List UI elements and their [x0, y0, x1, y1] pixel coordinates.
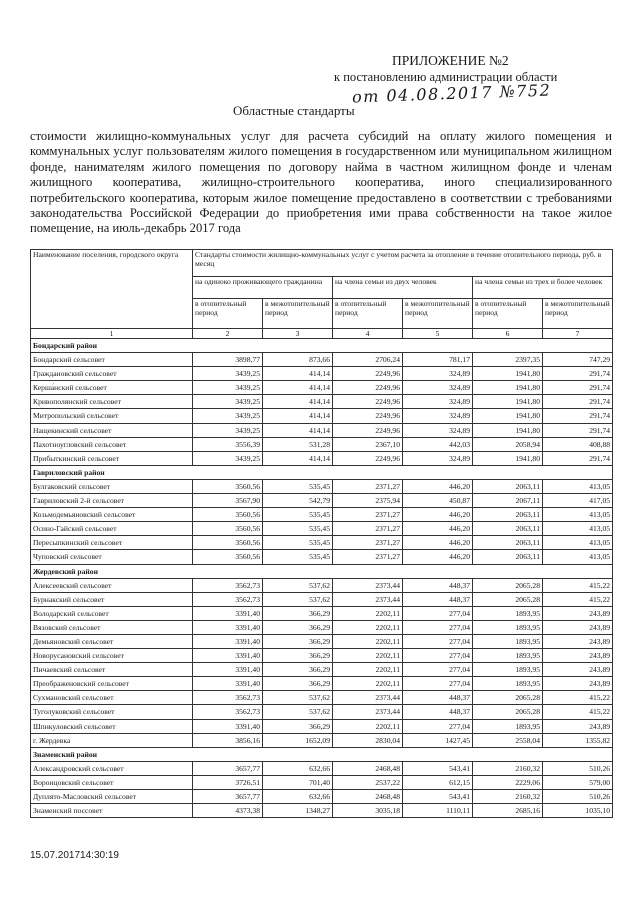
table-cell-value: 277,04	[403, 677, 473, 691]
table-cell-value: 2065,28	[473, 691, 543, 705]
table-cell-value: 3439,25	[193, 423, 263, 437]
table-row	[31, 649, 613, 663]
table-row	[31, 423, 613, 437]
table-cell-value: 3567,90	[193, 494, 263, 508]
table-cell-value: 3439,25	[193, 381, 263, 395]
table-cell-value: 3439,25	[193, 367, 263, 381]
table-row	[31, 353, 613, 367]
table-cell-value: 1941,80	[473, 395, 543, 409]
table-cell-value: 543,41	[403, 790, 473, 804]
table-cell-value: 537,62	[263, 705, 333, 719]
table-cell-value: 2468,48	[333, 761, 403, 775]
settlement-name: Митропольский сельсовет	[31, 409, 193, 423]
table-row	[31, 804, 613, 818]
table-cell-value: 2058,94	[473, 437, 543, 451]
table-cell-value: 542,79	[263, 494, 333, 508]
column-header-settlement: Наименование поселения, городского округа	[31, 250, 193, 329]
column-header-standards: Стандарты стоимости жилищно-коммунальных услуг с учетом расчета за отопление в течение отопительного периода, руб. в месяц	[193, 250, 613, 277]
column-number: 7	[543, 329, 613, 339]
table-cell-value: 414,14	[263, 367, 333, 381]
table-cell-value: 448,37	[403, 691, 473, 705]
table-cell-value: 366,29	[263, 620, 333, 634]
table-cell-value: 2558,04	[473, 733, 543, 747]
table-row	[31, 437, 613, 451]
table-cell-value: 1427,45	[403, 733, 473, 747]
table-cell-value: 537,62	[263, 592, 333, 606]
table-cell-value: 2063,11	[473, 550, 543, 564]
table-cell-value: 291,74	[543, 423, 613, 437]
table-row	[31, 494, 613, 508]
table-cell-value: 1110,11	[403, 804, 473, 818]
table-cell-value: 243,89	[543, 719, 613, 733]
table-cell-value: 3439,25	[193, 395, 263, 409]
table-cell-value: 1652,09	[263, 733, 333, 747]
table-cell-value: 1893,95	[473, 719, 543, 733]
table-cell-value: 366,29	[263, 649, 333, 663]
table-row	[31, 677, 613, 691]
table-cell-value: 243,89	[543, 620, 613, 634]
table-cell-value: 2202,11	[333, 606, 403, 620]
table-cell-value: 3391,40	[193, 677, 263, 691]
table-cell-value: 1941,80	[473, 423, 543, 437]
table-cell-value: 277,04	[403, 663, 473, 677]
table-cell-value: 291,74	[543, 451, 613, 465]
settlement-name: Володарский сельсовет	[31, 606, 193, 620]
table-cell-value: 543,41	[403, 761, 473, 775]
table-cell-value: 701,40	[263, 775, 333, 789]
settlement-name: Пахотноугловский сельсовет	[31, 437, 193, 451]
table-cell-value: 415,22	[543, 705, 613, 719]
table-cell-value: 3562,73	[193, 578, 263, 592]
table-cell-value: 243,89	[543, 677, 613, 691]
table-cell-value: 291,74	[543, 381, 613, 395]
table-cell-value: 3556,39	[193, 437, 263, 451]
table-cell-value: 2065,28	[473, 705, 543, 719]
table-cell-value: 3562,73	[193, 705, 263, 719]
table-body	[31, 339, 613, 818]
table-cell-value: 324,89	[403, 451, 473, 465]
subheader-heating: в отопительный период	[333, 299, 403, 329]
table-cell-value: 291,74	[543, 395, 613, 409]
table-cell-value: 2249,96	[333, 395, 403, 409]
table-cell-value: 3391,40	[193, 634, 263, 648]
column-number-row	[31, 329, 613, 339]
table-row	[31, 578, 613, 592]
table-cell-value: 366,29	[263, 634, 333, 648]
table-cell-value: 3856,16	[193, 733, 263, 747]
table-row	[31, 395, 613, 409]
table-cell-value: 413,05	[543, 479, 613, 493]
intro-paragraph: стоимости жилищно-коммунальных услуг для расчета субсидий на оплату жилого помещения и коммунальных услуг пользователям жилого помещения в государственном или муниципальном жилищном фонде, нанимателям жилого помещения по договору найма в частном жилищном фонде и членам жилищного кооператива, жилищно-строительного кооператива, иного специализированного потребительского кооператива, которым жилое помещение предоставлено в соответствии с требованиями законодательства Российской Федерации до приобретения ими права собственности на такое жилое помещение, на июль-декабрь 2017 года	[30, 129, 612, 236]
group-header-three-persons: на члена семьи из трех и более человек	[473, 277, 613, 299]
table-row	[31, 409, 613, 423]
table-cell-value: 2373,44	[333, 578, 403, 592]
subheader-nonheating: в межотопительный период	[403, 299, 473, 329]
table-cell-value: 366,29	[263, 663, 333, 677]
subheader-nonheating: в межотопительный период	[263, 299, 333, 329]
table-cell-value: 1893,95	[473, 677, 543, 691]
table-cell-value: 415,22	[543, 592, 613, 606]
table-row	[31, 705, 613, 719]
table-row	[31, 592, 613, 606]
table-cell-value: 1941,80	[473, 409, 543, 423]
settlement-name: Туголуковский сельсовет	[31, 705, 193, 719]
table-cell-value: 2468,48	[333, 790, 403, 804]
table-cell-value: 324,89	[403, 367, 473, 381]
table-cell-value: 324,89	[403, 381, 473, 395]
settlement-name: Кривополянский сельсовет	[31, 395, 193, 409]
table-cell-value: 2373,44	[333, 592, 403, 606]
table-cell-value: 2249,96	[333, 381, 403, 395]
table-cell-value: 417,05	[543, 494, 613, 508]
appendix-title: ПРИЛОЖЕНИЕ №2	[392, 53, 509, 68]
table-cell-value: 446,20	[403, 522, 473, 536]
table-cell-value: 3560,56	[193, 479, 263, 493]
table-cell-value: 291,74	[543, 367, 613, 381]
table-cell-value: 2537,22	[333, 775, 403, 789]
table-cell-value: 414,14	[263, 423, 333, 437]
settlement-name: Алексеевский сельсовет	[31, 578, 193, 592]
table-row	[31, 508, 613, 522]
table-row	[31, 663, 613, 677]
settlement-name: Дуплято-Масловский сельсовет	[31, 790, 193, 804]
table-cell-value: 3726,51	[193, 775, 263, 789]
column-number: 2	[193, 329, 263, 339]
table-cell-value: 2373,44	[333, 705, 403, 719]
table-cell-value: 442,03	[403, 437, 473, 451]
table-cell-value: 413,05	[543, 508, 613, 522]
decree-reference: к постановлению администрации области	[334, 70, 558, 84]
table-cell-value: 2249,96	[333, 451, 403, 465]
table-cell-value: 535,45	[263, 508, 333, 522]
table-cell-value: 2160,32	[473, 761, 543, 775]
table-cell-value: 243,89	[543, 663, 613, 677]
settlement-name: Козьмодемьяновский сельсовет	[31, 508, 193, 522]
table-row	[31, 691, 613, 705]
table-row	[31, 367, 613, 381]
table-cell-value: 4373,38	[193, 804, 263, 818]
table-cell-value: 1893,95	[473, 620, 543, 634]
table-cell-value: 535,45	[263, 550, 333, 564]
column-number: 6	[473, 329, 543, 339]
table-cell-value: 3035,18	[333, 804, 403, 818]
district-row	[31, 339, 613, 353]
district-name: Жердевский район	[31, 564, 613, 578]
table-cell-value: 2065,28	[473, 592, 543, 606]
column-number: 4	[333, 329, 403, 339]
table-cell-value: 2371,27	[333, 508, 403, 522]
table-cell-value: 2375,94	[333, 494, 403, 508]
table-cell-value: 3391,40	[193, 719, 263, 733]
table-cell-value: 277,04	[403, 620, 473, 634]
column-number: 3	[263, 329, 333, 339]
settlement-name: г. Жердевка	[31, 733, 193, 747]
table-cell-value: 415,22	[543, 691, 613, 705]
table-cell-value: 535,45	[263, 536, 333, 550]
table-cell-value: 277,04	[403, 634, 473, 648]
table-cell-value: 2063,11	[473, 536, 543, 550]
table-cell-value: 366,29	[263, 719, 333, 733]
table-row	[31, 479, 613, 493]
district-name: Гавриловский район	[31, 465, 613, 479]
table-cell-value: 448,37	[403, 592, 473, 606]
table-cell-value: 2830,04	[333, 733, 403, 747]
table-cell-value: 2063,11	[473, 508, 543, 522]
standards-table	[30, 249, 613, 818]
table-cell-value: 324,89	[403, 395, 473, 409]
table-cell-value: 873,66	[263, 353, 333, 367]
table-cell-value: 1941,80	[473, 367, 543, 381]
table-row	[31, 733, 613, 747]
table-cell-value: 2063,11	[473, 479, 543, 493]
table-cell-value: 2202,11	[333, 677, 403, 691]
table-cell-value: 2160,32	[473, 790, 543, 804]
table-cell-value: 1035,10	[543, 804, 613, 818]
settlement-name: Керша́нский сельсовет	[31, 381, 193, 395]
district-name: Знаменский район	[31, 747, 613, 761]
table-cell-value: 3562,73	[193, 691, 263, 705]
table-row	[31, 550, 613, 564]
settlement-name: Граждановский сельсовет	[31, 367, 193, 381]
table-cell-value: 2249,96	[333, 409, 403, 423]
document-subtitle: Областные стандарты	[233, 103, 355, 118]
table-cell-value: 2229,06	[473, 775, 543, 789]
table-cell-value: 535,45	[263, 479, 333, 493]
column-number: 1	[31, 329, 193, 339]
table-cell-value: 531,28	[263, 437, 333, 451]
table-cell-value: 3560,56	[193, 550, 263, 564]
district-row	[31, 747, 613, 761]
table-cell-value: 3391,40	[193, 606, 263, 620]
settlement-name: Шпикуловский сельсовет	[31, 719, 193, 733]
table-cell-value: 535,45	[263, 522, 333, 536]
table-row	[31, 451, 613, 465]
table-cell-value: 448,37	[403, 705, 473, 719]
settlement-name: Воронцовский сельсовет	[31, 775, 193, 789]
table-cell-value: 446,20	[403, 508, 473, 522]
table-cell-value: 243,89	[543, 606, 613, 620]
settlement-name: Демьяновский сельсовет	[31, 634, 193, 648]
table-cell-value: 632,66	[263, 761, 333, 775]
table-cell-value: 3898,77	[193, 353, 263, 367]
settlement-name: Вязовский сельсовет	[31, 620, 193, 634]
table-cell-value: 3439,25	[193, 451, 263, 465]
table-cell-value: 2065,28	[473, 578, 543, 592]
settlement-name: Нащекинский сельсовет	[31, 423, 193, 437]
table-row	[31, 761, 613, 775]
table-cell-value: 408,88	[543, 437, 613, 451]
table-cell-value: 446,20	[403, 479, 473, 493]
table-cell-value: 2373,44	[333, 691, 403, 705]
settlement-name: Бондарский сельсовет	[31, 353, 193, 367]
table-cell-value: 415,22	[543, 578, 613, 592]
table-cell-value: 448,37	[403, 578, 473, 592]
table-cell-value: 366,29	[263, 677, 333, 691]
table-cell-value: 2202,11	[333, 634, 403, 648]
table-cell-value: 3560,56	[193, 508, 263, 522]
table-row	[31, 536, 613, 550]
settlement-name: Гавриловский 2-й сельсовет	[31, 494, 193, 508]
table-row	[31, 606, 613, 620]
table-cell-value: 2202,11	[333, 649, 403, 663]
settlement-name: Бурнакский сельсовет	[31, 592, 193, 606]
subheader-heating: в отопительный период	[193, 299, 263, 329]
table-cell-value: 1893,95	[473, 634, 543, 648]
table-cell-value: 3391,40	[193, 620, 263, 634]
table-cell-value: 450,87	[403, 494, 473, 508]
table-cell-value: 243,89	[543, 649, 613, 663]
table-row	[31, 634, 613, 648]
table-cell-value: 3657,77	[193, 790, 263, 804]
table-cell-value: 413,05	[543, 522, 613, 536]
settlement-name: Александровский сельсовет	[31, 761, 193, 775]
table-cell-value: 2067,11	[473, 494, 543, 508]
table-cell-value: 1941,80	[473, 381, 543, 395]
table-cell-value: 3391,40	[193, 663, 263, 677]
table-cell-value: 324,89	[403, 409, 473, 423]
table-cell-value: 2367,10	[333, 437, 403, 451]
district-row	[31, 564, 613, 578]
settlement-name: Булгаковский сельсовет	[31, 479, 193, 493]
table-cell-value: 3439,25	[193, 409, 263, 423]
table-cell-value: 414,14	[263, 451, 333, 465]
table-cell-value: 1893,95	[473, 649, 543, 663]
table-cell-value: 3560,56	[193, 522, 263, 536]
settlement-name: Новорусановский сельсовет	[31, 649, 193, 663]
handwritten-date-number: от 04.08.2017 №752	[351, 80, 552, 107]
settlement-name: Осино-Гайский сельсовет	[31, 522, 193, 536]
table-cell-value: 277,04	[403, 719, 473, 733]
district-name: Бондарский район	[31, 339, 613, 353]
table-cell-value: 2202,11	[333, 719, 403, 733]
table-row	[31, 381, 613, 395]
table-cell-value: 1893,95	[473, 606, 543, 620]
table-cell-value: 446,20	[403, 550, 473, 564]
table-row	[31, 775, 613, 789]
settlement-name: Знаменский поссовет	[31, 804, 193, 818]
table-cell-value: 1355,82	[543, 733, 613, 747]
table-cell-value: 612,15	[403, 775, 473, 789]
district-row	[31, 465, 613, 479]
table-cell-value: 324,89	[403, 423, 473, 437]
table-cell-value: 446,20	[403, 536, 473, 550]
settlement-name: Пересыпкинский сельсовет	[31, 536, 193, 550]
table-row	[31, 790, 613, 804]
table-cell-value: 413,05	[543, 550, 613, 564]
settlement-name: Чуповский сельсовет	[31, 550, 193, 564]
table-cell-value: 413,05	[543, 536, 613, 550]
table-cell-value: 2202,11	[333, 620, 403, 634]
table-cell-value: 2371,27	[333, 536, 403, 550]
table-cell-value: 277,04	[403, 649, 473, 663]
table-cell-value: 414,14	[263, 395, 333, 409]
group-header-two-persons: на члена семьи из двух человек	[333, 277, 473, 299]
table-cell-value: 1348,27	[263, 804, 333, 818]
table-cell-value: 579,00	[543, 775, 613, 789]
group-header-single: на одиноко проживающего гражданина	[193, 277, 333, 299]
print-timestamp: 15.07.201714:30:19	[30, 850, 119, 861]
table-cell-value: 2371,27	[333, 522, 403, 536]
column-number: 5	[403, 329, 473, 339]
table-cell-value: 1941,80	[473, 451, 543, 465]
table-cell-value: 277,04	[403, 606, 473, 620]
table-cell-value: 2249,96	[333, 423, 403, 437]
table-cell-value: 2371,27	[333, 479, 403, 493]
table-cell-value: 2202,11	[333, 663, 403, 677]
table-cell-value: 510,26	[543, 761, 613, 775]
table-cell-value: 510,26	[543, 790, 613, 804]
table-cell-value: 2249,96	[333, 367, 403, 381]
settlement-name: Пичаевский сельсовет	[31, 663, 193, 677]
table-cell-value: 747,29	[543, 353, 613, 367]
table-cell-value: 3560,56	[193, 536, 263, 550]
table-row	[31, 620, 613, 634]
table-cell-value: 632,66	[263, 790, 333, 804]
table-cell-value: 2063,11	[473, 522, 543, 536]
table-cell-value: 291,74	[543, 409, 613, 423]
table-cell-value: 414,14	[263, 409, 333, 423]
subheader-heating: в отопительный период	[473, 299, 543, 329]
table-cell-value: 2706,24	[333, 353, 403, 367]
table-cell-value: 243,89	[543, 634, 613, 648]
table-cell-value: 3562,73	[193, 592, 263, 606]
table-cell-value: 1893,95	[473, 663, 543, 677]
table-cell-value: 366,29	[263, 606, 333, 620]
table-row	[31, 522, 613, 536]
table-cell-value: 2371,27	[333, 550, 403, 564]
settlement-name: Прибыткинский сельсовет	[31, 451, 193, 465]
settlement-name: Преображеновский сельсовет	[31, 677, 193, 691]
table-cell-value: 2685,16	[473, 804, 543, 818]
table-cell-value: 781,17	[403, 353, 473, 367]
table-cell-value: 3391,40	[193, 649, 263, 663]
table-cell-value: 2397,35	[473, 353, 543, 367]
table-cell-value: 537,62	[263, 578, 333, 592]
subheader-nonheating: в межотопительный период	[543, 299, 613, 329]
table-cell-value: 3657,77	[193, 761, 263, 775]
settlement-name: Сухмановский сельсовет	[31, 691, 193, 705]
table-row	[31, 719, 613, 733]
table-cell-value: 537,62	[263, 691, 333, 705]
table-cell-value: 414,14	[263, 381, 333, 395]
